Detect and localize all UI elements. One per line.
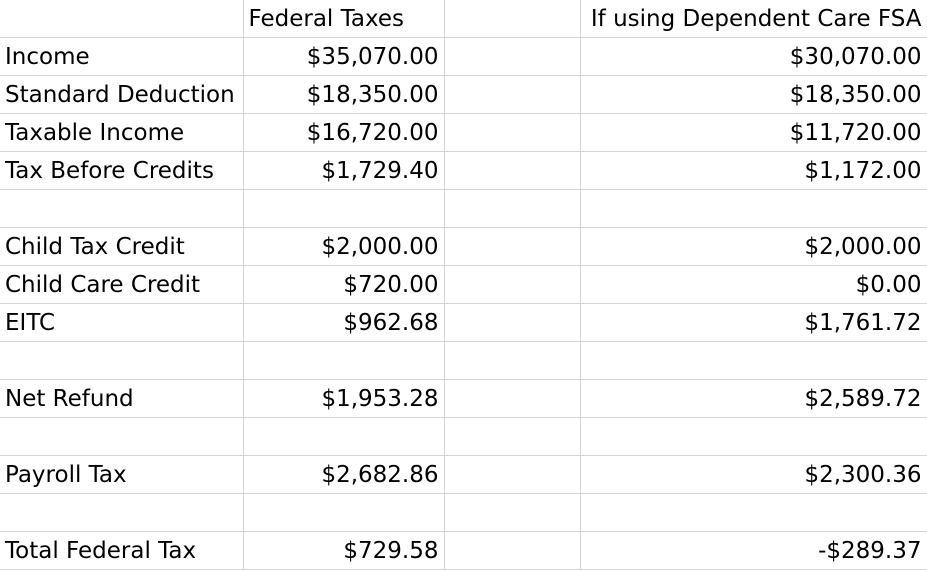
cell-empty[interactable]	[444, 114, 580, 152]
cell-label[interactable]	[0, 190, 243, 228]
table-row	[0, 342, 927, 380]
cell-federal[interactable]: $2,682.86	[243, 456, 444, 494]
cell-fsa[interactable]	[580, 494, 927, 532]
table-row	[0, 228, 927, 266]
cell-federal[interactable]	[243, 418, 444, 456]
table-row	[0, 494, 927, 532]
table-row	[0, 304, 927, 342]
cell-label[interactable]	[0, 494, 243, 532]
table-row	[0, 266, 927, 304]
cell-empty[interactable]	[444, 380, 580, 418]
cell-fsa[interactable]	[580, 342, 927, 380]
cell-label[interactable]	[0, 418, 243, 456]
cell-federal[interactable]	[243, 190, 444, 228]
cell-federal[interactable]: $16,720.00	[243, 114, 444, 152]
cell-empty[interactable]	[444, 228, 580, 266]
cell-empty[interactable]	[444, 38, 580, 76]
cell-fsa[interactable]: $1,761.72	[580, 304, 927, 342]
cell-federal[interactable]	[243, 494, 444, 532]
table-row	[0, 380, 927, 418]
cell-federal[interactable]: $729.58	[243, 532, 444, 570]
cell-fsa[interactable]: $1,172.00	[580, 152, 927, 190]
cell-empty[interactable]	[444, 304, 580, 342]
cell-label[interactable]: Tax Before Credits	[0, 152, 243, 190]
cell-empty[interactable]	[444, 152, 580, 190]
table-row	[0, 114, 927, 152]
cell-federal[interactable]	[243, 342, 444, 380]
table-row	[0, 152, 927, 190]
cell-federal[interactable]: $35,070.00	[243, 38, 444, 76]
cell-fsa[interactable]	[580, 418, 927, 456]
cell-fsa[interactable]: $2,000.00	[580, 228, 927, 266]
cell-federal[interactable]: $720.00	[243, 266, 444, 304]
cell-empty[interactable]	[444, 418, 580, 456]
cell-fsa[interactable]	[580, 190, 927, 228]
cell-federal[interactable]: $1,953.28	[243, 380, 444, 418]
cell-empty[interactable]	[444, 532, 580, 570]
cell-header-spacer[interactable]	[444, 0, 580, 38]
cell-federal[interactable]: $962.68	[243, 304, 444, 342]
table-row	[0, 532, 927, 570]
cell-fsa[interactable]: $2,589.72	[580, 380, 927, 418]
cell-empty[interactable]	[444, 76, 580, 114]
cell-label[interactable]: Child Tax Credit	[0, 228, 243, 266]
cell-label[interactable]: Total Federal Tax	[0, 532, 243, 570]
cell-fsa[interactable]: $11,720.00	[580, 114, 927, 152]
cell-header-label[interactable]	[0, 0, 243, 38]
cell-fsa[interactable]: $2,300.36	[580, 456, 927, 494]
cell-empty[interactable]	[444, 190, 580, 228]
cell-label[interactable]	[0, 342, 243, 380]
cell-empty[interactable]	[444, 342, 580, 380]
cell-federal[interactable]: $2,000.00	[243, 228, 444, 266]
table-row	[0, 456, 927, 494]
cell-federal[interactable]: $18,350.00	[243, 76, 444, 114]
table-row	[0, 190, 927, 228]
table-row	[0, 418, 927, 456]
cell-fsa[interactable]: $0.00	[580, 266, 927, 304]
cell-label[interactable]: Income	[0, 38, 243, 76]
cell-label[interactable]: Taxable Income	[0, 114, 243, 152]
cell-label[interactable]: Child Care Credit	[0, 266, 243, 304]
cell-fsa[interactable]: -$289.37	[580, 532, 927, 570]
cell-header-federal[interactable]: Federal Taxes	[243, 0, 444, 38]
cell-empty[interactable]	[444, 266, 580, 304]
cell-label[interactable]: Standard Deduction	[0, 76, 243, 114]
cell-federal[interactable]: $1,729.40	[243, 152, 444, 190]
cell-label[interactable]: Net Refund	[0, 380, 243, 418]
cell-label[interactable]: EITC	[0, 304, 243, 342]
cell-fsa[interactable]: $18,350.00	[580, 76, 927, 114]
header-row	[0, 0, 927, 38]
table-row	[0, 76, 927, 114]
cell-label[interactable]: Payroll Tax	[0, 456, 243, 494]
table-row	[0, 38, 927, 76]
cell-empty[interactable]	[444, 456, 580, 494]
cell-empty[interactable]	[444, 494, 580, 532]
cell-header-fsa[interactable]: If using Dependent Care FSA	[580, 0, 927, 38]
cell-fsa[interactable]: $30,070.00	[580, 38, 927, 76]
